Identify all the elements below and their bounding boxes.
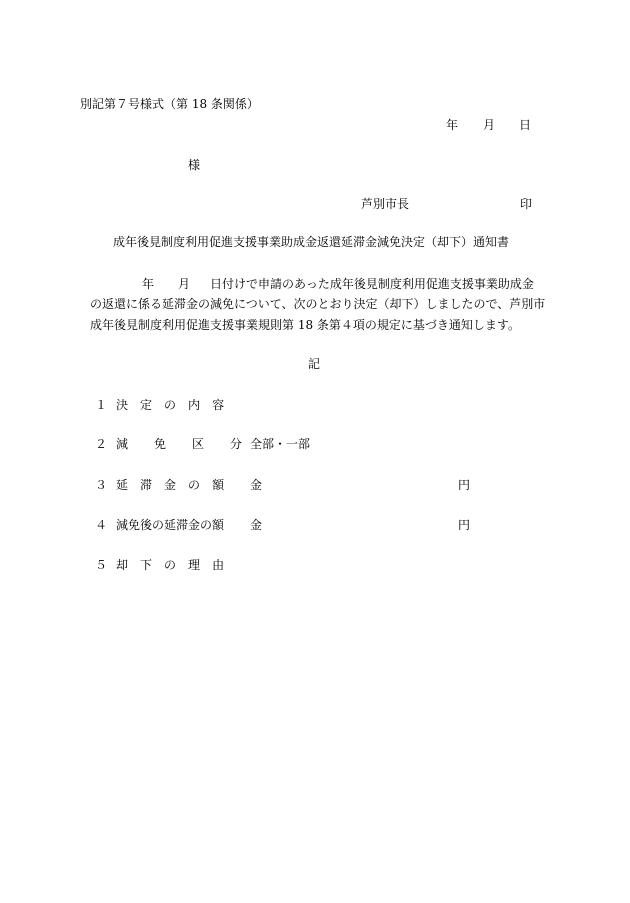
body-text-line: の返還に係る延滞金の減免について、次のとおり決定（却下）しましたので、芦別市	[90, 297, 546, 311]
item-label	[116, 398, 224, 412]
label-char: 分	[230, 437, 243, 451]
recipient-honorific: 様	[188, 158, 201, 172]
label-char: 定	[140, 398, 153, 412]
date-day-label: 日	[519, 118, 532, 132]
label-char: 内	[188, 398, 201, 412]
label-char: 決	[116, 398, 129, 412]
item-number: ４	[95, 518, 108, 532]
item-number: ３	[95, 478, 108, 492]
date-month-label: 月	[483, 118, 496, 132]
item-number: ５	[95, 558, 108, 572]
body-text-line: 成年後見制度利用促進支援事業規則第 18 条第４項の規定に基づき通知します。	[90, 318, 520, 332]
label-char: 却	[116, 558, 129, 572]
seal-mark: 印	[520, 197, 533, 211]
label-char: 減	[116, 437, 129, 451]
item-number: １	[95, 398, 108, 412]
label-char: 区	[192, 437, 205, 451]
label-char: の	[188, 478, 201, 492]
ki-heading: 記	[308, 357, 321, 371]
item-label: 減免後の延滞金の額	[116, 518, 225, 532]
label-char: 金	[164, 478, 177, 492]
item-label	[116, 478, 224, 492]
label-char: 理	[188, 558, 201, 572]
label-char: 延	[116, 478, 129, 492]
form-label: 別記第７号様式（第 18 条関係）	[80, 97, 259, 111]
label-char: の	[164, 558, 177, 572]
label-char: 免	[154, 437, 167, 451]
label-char: 由	[212, 558, 225, 572]
body-month-label: 月	[178, 277, 191, 291]
amount-prefix: 金	[250, 518, 263, 532]
amount-unit: 円	[458, 518, 471, 532]
item-label	[116, 437, 242, 451]
body-year-label: 年	[142, 277, 155, 291]
amount-unit: 円	[458, 478, 471, 492]
issuer-title: 芦別市長	[361, 197, 410, 211]
item-number: ２	[95, 437, 108, 451]
reduction-scope-value: 全部・一部	[250, 437, 311, 451]
date-year-label: 年	[446, 118, 459, 132]
amount-prefix: 金	[250, 478, 263, 492]
item-label	[116, 558, 224, 572]
label-char: 容	[212, 398, 225, 412]
label-char: 滞	[140, 478, 153, 492]
label-char: の	[164, 398, 177, 412]
label-char: 額	[212, 478, 225, 492]
label-char: 下	[140, 558, 153, 572]
body-text-line: 日付けで申請のあった成年後見制度利用促進支援事業助成金	[210, 277, 534, 291]
document-title: 成年後見制度利用促進支援事業助成金返還延滞金減免決定（却下）通知書	[113, 235, 510, 249]
